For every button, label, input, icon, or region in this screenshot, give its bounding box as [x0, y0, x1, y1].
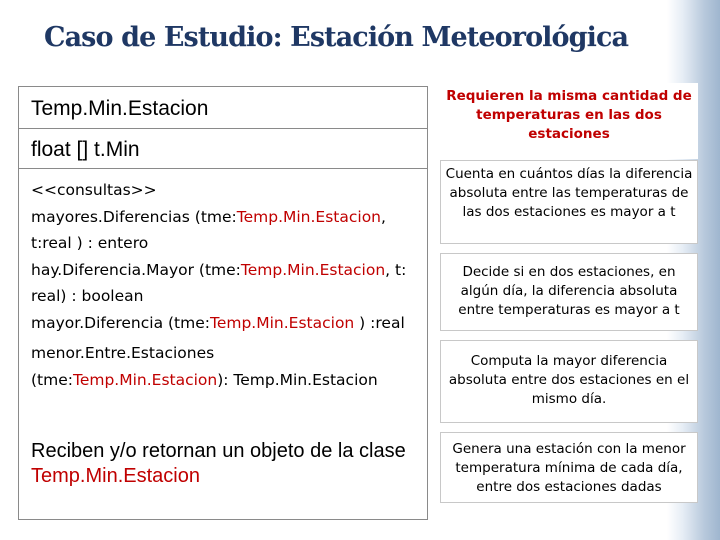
slide-title: Caso de Estudio: Estación Meteorológica [44, 22, 629, 53]
uml-class-name: Temp.Min.Estacion [19, 87, 427, 129]
method-line: hay.Diferencia.Mayor (tme:Temp.Min.Estacion, t: [31, 260, 407, 279]
note-mayor-diferencia: Computa la mayor diferencia absoluta entre dos estaciones en el mismo día. [440, 340, 698, 423]
note-header: Requieren la misma cantidad de temperaturas en las dos estaciones [440, 83, 698, 159]
uml-footer-text: Reciben y/o retornan un objeto de la clase Temp.Min.Estacion [31, 440, 406, 487]
stereotype-label: <<consultas>> [31, 181, 157, 199]
method-line: real) : boolean [31, 287, 144, 305]
method-line: (tme:Temp.Min.Estacion): Temp.Min.Estacion [31, 370, 378, 389]
uml-class-box [18, 86, 428, 520]
method-line: mayores.Diferencias (tme:Temp.Min.Estacion, [31, 207, 386, 226]
note-hay-diferencia-mayor: Decide si en dos estaciones, en algún día, la diferencia absoluta entre temperaturas es mayor a t [440, 253, 698, 331]
note-mayores-diferencias: Cuenta en cuántos días la diferencia absoluta entre las temperaturas de las dos estaciones es mayor a t [440, 160, 698, 244]
method-line: menor.Entre.Estaciones [31, 344, 215, 362]
uml-attribute: float [] t.Min [19, 129, 427, 169]
note-menor-entre-estaciones: Genera una estación con la menor temperatura mínima de cada día, entre dos estaciones dadas [440, 432, 698, 503]
method-line: mayor.Diferencia (tme:Temp.Min.Estacion ) :real [31, 313, 405, 332]
method-line: t:real ) : entero [31, 234, 149, 252]
